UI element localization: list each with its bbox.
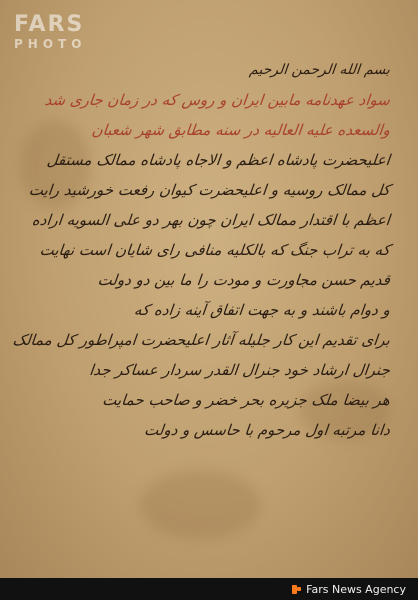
manuscript-line: کل ممالک روسیه و اعلیحضرت کیوان رفعت خورشید رایت: [28, 181, 391, 199]
manuscript-line: والسعده علیه العالیه در سنه مطابق شهر شعبان: [90, 121, 391, 139]
manuscript-line: اعظم با اقتدار ممالک ایران چون بهر دو علی السویه اراده: [31, 211, 391, 229]
paper-stain: [140, 470, 260, 540]
manuscript-line: دانا مرتبه اول مرحوم با حاسس و دولت: [143, 421, 391, 439]
manuscript-line: سواد عهدنامه مابین ایران و روس که در زمان جاری شد: [43, 91, 391, 109]
manuscript-line: قدیم حسن مجاورت و مودت را ما بین دو دولت: [96, 271, 391, 289]
manuscript-line: برای تقدیم این کار جلیله آثار اعلیحضرت امپراطور کل ممالک: [11, 331, 391, 349]
manuscript-line: بسم الله الرحمن الرحیم: [248, 62, 391, 78]
manuscript-line: اعلیحضرت پادشاه اعظم و الاجاه پادشاه ممالک مستقل: [45, 151, 391, 169]
manuscript-text: [11, 55, 391, 445]
manuscript-line: که به تراب جنگ که بالکلیه منافی رای شایان است نهایت: [38, 241, 391, 259]
footer-bar: [0, 578, 418, 600]
watermark-line-2: PHOTO: [14, 37, 87, 51]
fars-photo-watermark: [14, 14, 86, 50]
watermark-line-1: FARS: [14, 12, 85, 37]
manuscript-line: و دوام باشند و به جهت اتفاق آینه زاده که: [133, 301, 391, 319]
manuscript-line: جنرال ارشاد خود جنرال القدر سردار عساکر جدا: [88, 361, 391, 379]
footer-agency-name: Fars News Agency: [306, 582, 406, 596]
manuscript-line: هر بیضا ملک جزیره بحر خضر و صاحب حمایت: [101, 391, 391, 409]
fars-logo-icon: [292, 585, 301, 594]
